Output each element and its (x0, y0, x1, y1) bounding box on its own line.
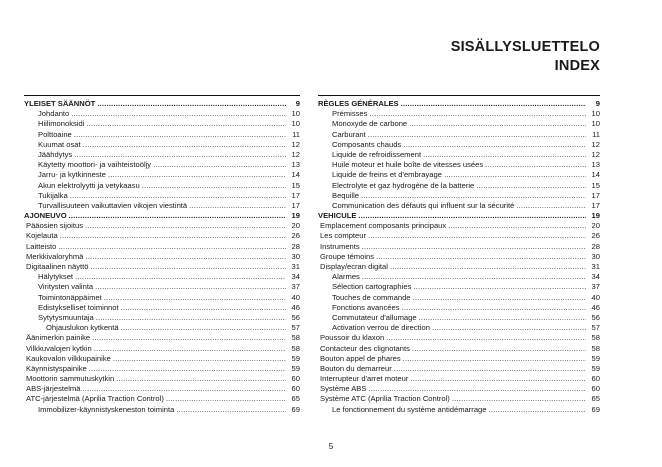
toc-entry-page: 11 (592, 129, 600, 139)
toc-entry-title: Liquide de refroidissement (332, 149, 422, 159)
toc-entry (24, 354, 300, 364)
toc-entry-page: 17 (291, 200, 300, 210)
toc-entry (24, 99, 300, 109)
toc-entry (318, 303, 600, 313)
dot-leader (176, 405, 286, 415)
dot-leader (412, 344, 586, 354)
toc-entry (318, 344, 600, 354)
toc-entry-title: Carburant (332, 129, 366, 139)
toc-entry-page: 58 (291, 333, 300, 343)
dot-leader (369, 109, 586, 119)
toc-entry-title: Commutateur d'allumage (332, 312, 417, 322)
toc-entry-page: 40 (291, 292, 300, 302)
toc-entry (318, 211, 600, 221)
toc-entry (318, 262, 600, 272)
toc-entry (24, 293, 300, 303)
toc-entry-page: 17 (591, 200, 600, 210)
toc-entry-title: Turvallisuuteen vaikuttavien vikojen viestintä (38, 200, 188, 210)
toc-entry-page: 60 (591, 374, 600, 384)
toc-entry-page: 60 (591, 384, 600, 394)
toc-entry (24, 344, 300, 354)
toc-entry-title: Bouton du demarreur (320, 363, 392, 373)
dot-leader (432, 323, 586, 333)
toc-entry (318, 323, 600, 333)
toc-entry-title: Moottorin sammutuskytkin (26, 374, 115, 384)
toc-entry-page: 30 (591, 251, 600, 261)
toc-entry-title: ABS-järjestelmä (26, 384, 81, 394)
toc-entry-page: 56 (591, 312, 600, 322)
dot-leader (121, 323, 286, 333)
toc-entry-title: Jarru- ja kytkinneste (38, 170, 106, 180)
dot-leader (362, 272, 586, 282)
toc-entry-page: 26 (591, 231, 600, 241)
toc-entry-page: 65 (291, 394, 300, 404)
toc-entry (318, 333, 600, 343)
toc-entry (318, 313, 600, 323)
dot-leader (92, 333, 286, 343)
dot-leader (401, 99, 586, 109)
dot-leader (96, 313, 286, 323)
toc-entry (24, 150, 300, 160)
dot-leader (83, 140, 286, 150)
dot-leader (489, 405, 587, 415)
toc-entry (24, 282, 300, 292)
toc-entry-title: Akun elektrolyytti ja vetykaasu (38, 180, 140, 190)
dot-leader (362, 242, 586, 252)
toc-entry (318, 109, 600, 119)
toc-entry (318, 99, 600, 109)
toc-entry (24, 394, 300, 404)
toc-entry (318, 354, 600, 364)
toc-entry (318, 221, 600, 231)
toc-entry (24, 160, 300, 170)
toc-entry-page: 59 (291, 363, 300, 373)
toc-entry-title: Sélection cartographies (332, 282, 412, 292)
dot-leader (189, 201, 286, 211)
toc-entry-page: 56 (291, 312, 300, 322)
toc-entry (318, 160, 600, 170)
toc-entry (318, 201, 600, 211)
toc-entry-title: Vilkkuvalojen kytkin (26, 343, 92, 353)
toc-entry-page: 12 (591, 139, 600, 149)
dot-leader (361, 191, 586, 201)
toc-entry-title: Alarmes (332, 272, 360, 282)
title-french: INDEX (554, 58, 600, 74)
toc-entry-page: 20 (291, 221, 300, 231)
dot-leader (82, 384, 286, 394)
toc-entry-title: Johdanto (38, 109, 70, 119)
dot-leader (70, 191, 286, 201)
toc-entry-page: 14 (591, 170, 600, 180)
toc-entry-title: Kojelauta (26, 231, 58, 241)
toc-entry-title: Hälytykset (38, 272, 74, 282)
toc-entry-page: 19 (591, 211, 600, 221)
dot-leader (113, 354, 286, 364)
toc-entry-page: 15 (591, 180, 600, 190)
dot-leader (71, 109, 286, 119)
dot-leader (74, 130, 286, 140)
toc-entry-page: 58 (591, 343, 600, 353)
dot-leader (476, 181, 586, 191)
dot-leader (403, 140, 586, 150)
dot-leader (376, 252, 586, 262)
toc-entry-title: Jäähdytys (38, 149, 73, 159)
toc-entry (318, 119, 600, 129)
dot-leader (58, 242, 286, 252)
dot-leader (386, 333, 586, 343)
toc-column-french (318, 99, 600, 415)
toc-entry-page: 13 (591, 160, 600, 170)
toc-entry-page: 11 (292, 129, 300, 139)
toc-entry-page: 58 (291, 343, 300, 353)
toc-entry (24, 405, 300, 415)
toc-entry-page: 65 (591, 394, 600, 404)
dot-leader (95, 282, 286, 292)
toc-entry-title: Ohjauslukon kytkentä (46, 323, 119, 333)
toc-entry-page: 30 (291, 251, 300, 261)
toc-entry (24, 262, 300, 272)
toc-entry (24, 242, 300, 252)
dot-leader (394, 364, 586, 374)
dot-leader (368, 384, 586, 394)
toc-entry (318, 191, 600, 201)
toc-entry-title: VEHICULE (318, 211, 357, 221)
toc-entry (24, 384, 300, 394)
toc-entry-title: Huile moteur et huile boîte de vitesses usées (332, 160, 484, 170)
toc-entry-title: Viritysten valinta (38, 282, 94, 292)
toc-entry (24, 374, 300, 384)
toc-entry (24, 201, 300, 211)
toc-entry-title: Contacteur des clignotants (320, 343, 410, 353)
toc-entry (318, 150, 600, 160)
toc-entry-title: Laitteisto (26, 241, 57, 251)
toc-entry-page: 17 (291, 190, 300, 200)
dot-leader (448, 221, 586, 231)
toc-entry-page: 9 (595, 99, 600, 108)
dot-leader (410, 374, 586, 384)
toc-entry (24, 333, 300, 343)
dot-leader (409, 119, 586, 129)
toc-entry-title: Activation verrou de direction (332, 323, 430, 333)
toc-entry-page: 59 (291, 353, 300, 363)
dot-leader (104, 293, 286, 303)
toc-entry-page: 12 (591, 149, 600, 159)
toc-entry (24, 191, 300, 201)
toc-entry-page: 10 (291, 109, 300, 119)
toc-entry (318, 181, 600, 191)
toc-entry-title: Poussoir du klaxon (320, 333, 385, 343)
toc-entry (318, 272, 600, 282)
toc-entry-title: Toimintonäppäimet (38, 292, 102, 302)
dot-leader (86, 119, 286, 129)
toc-entry-title: Käynnistyspainike (26, 363, 87, 373)
toc-entry-page: 20 (591, 221, 600, 231)
toc-entry (318, 130, 600, 140)
toc-entry-title: Kuumat osat (38, 139, 81, 149)
toc-entry (24, 364, 300, 374)
toc-entry-page: 9 (295, 99, 300, 108)
toc-entry-page: 34 (291, 272, 300, 282)
dot-leader (142, 181, 286, 191)
toc-entry-page: 14 (291, 170, 300, 180)
toc-entry-title: Emplacement composants principaux (320, 221, 447, 231)
toc-entry-title: Merkkivaloryhmä (26, 251, 84, 261)
toc-entry (318, 374, 600, 384)
toc-entry-page: 17 (591, 190, 600, 200)
dot-leader (97, 99, 286, 109)
toc-entry (24, 130, 300, 140)
toc-entry-page: 57 (291, 323, 300, 333)
dot-leader (166, 394, 286, 404)
dot-leader (403, 354, 586, 364)
dot-leader (60, 231, 286, 241)
toc-entry (24, 170, 300, 180)
toc-entry-page: 69 (291, 404, 300, 414)
toc-entry (318, 282, 600, 292)
toc-entry-title: RÈGLES GÉNÉRALES (318, 99, 399, 108)
dot-leader (485, 160, 586, 170)
toc-entry-page: 19 (291, 211, 300, 221)
toc-entry-title: Hiilimonoksidi (38, 119, 85, 129)
toc-entry (24, 181, 300, 191)
dot-leader (368, 231, 586, 241)
toc-entry (318, 231, 600, 241)
toc-entry-title: Polttoaine (38, 129, 72, 139)
toc-column-finnish (24, 99, 300, 415)
toc-entry-title: Système ABS (320, 384, 367, 394)
toc-entry-title: Instruments (320, 241, 360, 251)
dot-leader (358, 211, 586, 221)
toc-entry-title: YLEISET SÄÄNNÖT (24, 99, 96, 108)
dot-leader (390, 262, 586, 272)
toc-entry-title: Äänimerkin painike (26, 333, 91, 343)
toc-entry (24, 272, 300, 282)
toc-entry-title: Système ATC (Aprilia Traction Control) (320, 394, 450, 404)
page-number: 5 (328, 442, 334, 451)
dot-leader (402, 303, 586, 313)
toc-entry-page: 31 (291, 262, 300, 271)
toc-entry-page: 37 (291, 282, 300, 292)
toc-entry (24, 313, 300, 323)
toc-entry-page: 15 (291, 180, 300, 190)
dot-leader (516, 201, 586, 211)
dot-leader (69, 211, 286, 221)
toc-entry-title: Touches de commande (332, 292, 411, 302)
toc-entry-title: ATC-järjestelmä (Aprilia Traction Control) (26, 394, 164, 404)
toc-entry (24, 109, 300, 119)
title-finnish: SISÄLLYSLUETTELO (450, 39, 600, 55)
toc-entry-title: Bouton appel de phares (320, 353, 401, 363)
dot-leader (75, 272, 286, 282)
toc-entry-page: 31 (591, 262, 600, 271)
toc-entry-page: 12 (291, 149, 300, 159)
toc-entry-title: Kaukovalon vilkkupainike (26, 353, 111, 363)
dot-leader (74, 150, 286, 160)
toc-entry (24, 140, 300, 150)
toc-entry-title: Tukijalka (38, 190, 68, 200)
toc-entry (24, 119, 300, 129)
toc-entry (318, 394, 600, 404)
toc-entry-title: Groupe témoins (320, 251, 375, 261)
toc-entry (318, 170, 600, 180)
toc-entry-title: Pääosien sijoitus (26, 221, 83, 231)
toc-entry-page: 46 (591, 302, 600, 312)
dot-leader (108, 170, 286, 180)
toc-entry (318, 252, 600, 262)
dot-leader (153, 160, 286, 170)
toc-entry (318, 242, 600, 252)
toc-entry-title: Communication des défauts qui influent sur la sécurité (332, 200, 515, 210)
toc-entry-page: 37 (591, 282, 600, 292)
dot-leader (444, 170, 586, 180)
toc-entry (24, 303, 300, 313)
dot-leader (85, 221, 286, 231)
toc-entry-page: 28 (291, 241, 300, 251)
dot-leader (94, 344, 286, 354)
toc-entry-page: 60 (291, 384, 300, 394)
toc-entry-title: Interrupteur d'arret moteur (320, 374, 409, 384)
toc-entry (24, 323, 300, 333)
toc-entry (24, 211, 300, 221)
toc-entry-title: Le fonctionnement du système antidémarrage (332, 404, 487, 414)
dot-leader (413, 282, 586, 292)
toc-entry-title: Immobilizer-käynnistyskeneston toiminta (38, 404, 175, 414)
toc-entry-page: 57 (591, 323, 600, 333)
toc-entry (318, 364, 600, 374)
right-header-rule (318, 95, 600, 96)
toc-entry (24, 221, 300, 231)
dot-leader (121, 303, 286, 313)
toc-entry-title: Digitaalinen näyttö (26, 262, 89, 271)
toc-entry-title: Composants chauds (332, 139, 402, 149)
toc-entry-title: Display/ecran digital (320, 262, 388, 271)
toc-entry-title: Monoxyde de carbone (332, 119, 408, 129)
toc-entry-title: Edistykselliset toiminnot (38, 302, 119, 312)
toc-entry-title: AJONEUVO (24, 211, 67, 221)
toc-entry-page: 26 (291, 231, 300, 241)
toc-entry-page: 10 (591, 119, 600, 129)
toc-entry-page: 28 (591, 241, 600, 251)
toc-entry-title: Electrolyte et gaz hydrogène de la batterie (332, 180, 475, 190)
dot-leader (413, 293, 586, 303)
toc-entry-page: 59 (591, 353, 600, 363)
toc-entry-page: 69 (591, 404, 600, 414)
toc-entry (318, 140, 600, 150)
toc-entry-title: Käytetty moottori- ja vaihteistoöljy (38, 160, 152, 170)
toc-entry-page: 59 (591, 363, 600, 373)
toc-entry-title: Bequille (332, 190, 360, 200)
toc-entry-page: 10 (591, 109, 600, 119)
toc-entry-page: 58 (591, 333, 600, 343)
dot-leader (452, 394, 586, 404)
toc-entry-page: 12 (291, 139, 300, 149)
dot-leader (368, 130, 586, 140)
toc-entry (318, 293, 600, 303)
toc-entry-title: Prémisses (332, 109, 368, 119)
toc-entry-page: 60 (291, 374, 300, 384)
toc-entry (24, 231, 300, 241)
toc-entry-title: Les compteur (320, 231, 367, 241)
toc-entry-title: Sytytysmuuntaja (38, 312, 94, 322)
toc-entry-page: 13 (291, 160, 300, 170)
dot-leader (85, 252, 286, 262)
dot-leader (423, 150, 586, 160)
toc-entry-page: 10 (291, 119, 300, 129)
index-header (451, 38, 600, 76)
dot-leader (89, 364, 286, 374)
dot-leader (90, 262, 286, 272)
toc-entry-title: Liquide de freins et d'embrayage (332, 170, 442, 180)
left-header-rule (24, 95, 300, 96)
toc-entry (318, 384, 600, 394)
toc-entry-page: 40 (591, 292, 600, 302)
dot-leader (116, 374, 286, 384)
toc-entry (318, 405, 600, 415)
toc-entry-page: 34 (591, 272, 600, 282)
dot-leader (419, 313, 586, 323)
toc-entry-page: 46 (291, 302, 300, 312)
toc-entry-title: Fonctions avancées (332, 302, 400, 312)
toc-entry (24, 252, 300, 262)
